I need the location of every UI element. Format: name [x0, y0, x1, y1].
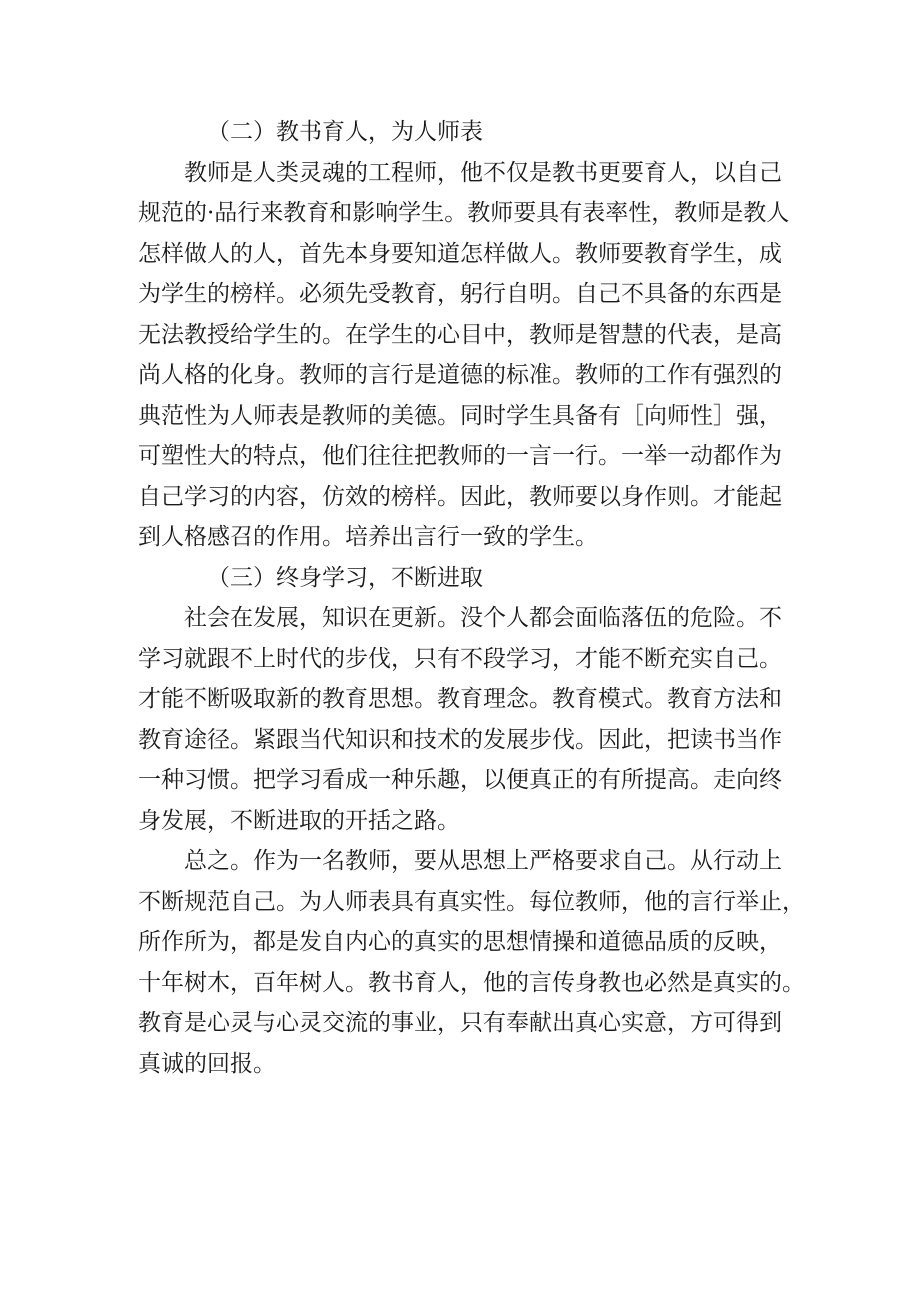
paragraph-line: 教师是人类灵魂的工程师，他不仅是教书更要育人，以自己: [184, 159, 782, 186]
paragraph-line: 总之。作为一名教师，要从思想上严格要求自己。从行动上: [184, 848, 782, 874]
paragraph-line: 十年树木，百年树人。教书育人，他的言传身教也必然是真实的。: [138, 969, 805, 996]
paragraph-line: 学习就跟不上时代的步伐，只有不段学习，才能不断充实自己。: [138, 645, 782, 672]
section-2-paragraph: [138, 153, 798, 558]
paragraph-line: 自己学习的内容，仿效的榜样。因此，教师要以身作则。才能起: [138, 483, 782, 510]
paragraph-line: 身发展，不断进取的开括之路。: [138, 807, 460, 834]
paragraph-line: 可塑性大的特点，他们往往把教师的一言一行。一举一动都作为: [138, 443, 782, 469]
paragraph-line: 无法教授给学生的。在学生的心目中，教师是智慧的代表，是高: [138, 321, 782, 348]
conclusion-paragraph: [138, 841, 805, 1084]
paragraph-line: 才能不断吸取新的教育思想。教育理念。教育模式。教育方法和: [138, 686, 782, 712]
paragraph-line: 社会在发展，知识在更新。没个人都会面临落伍的危险。不: [184, 605, 782, 631]
paragraph-line: 教育途径。紧跟当代知识和技术的发展步伐。因此，把读书当作: [138, 726, 782, 753]
paragraph-line: 所作所为，都是发自内心的真实的思想情操和道德品质的反映，: [138, 929, 782, 955]
paragraph-line: 教育是心灵与心灵交流的事业，只有奉献出真心实意，方可得到: [138, 1010, 782, 1036]
section-3-paragraph: [138, 598, 798, 841]
paragraph-line: 典范性为人师表是教师的美德。同时学生具备有［向师性］强，: [138, 402, 782, 429]
paragraph-line: 不断规范自己。为人师表具有真实性。每位教师，他的言行举止，: [138, 888, 805, 915]
paragraph-line: 尚人格的化身。教师的言行是道德的标准。教师的工作有强烈的: [138, 362, 782, 388]
paragraph-line: 为学生的榜样。必须先受教育，躬行自明。自己不具备的东西是: [138, 281, 782, 307]
section-heading-3: （三）终身学习，不断进取: [207, 564, 483, 591]
paragraph-line: 规范的·品行来教育和影响学生。教师要具有表率性，教师是教人: [138, 200, 790, 226]
paragraph-line: 一种习惯。把学习看成一种乐趣，以便真正的有所提高。走向终: [138, 767, 782, 793]
document-body: [138, 112, 805, 1084]
paragraph-line: 到人格感召的作用。培养出言行一致的学生。: [138, 524, 598, 550]
paragraph-line: 怎样做人的人，首先本身要知道怎样做人。教师要教育学生，成: [138, 240, 782, 267]
section-heading-2: （二）教书育人，为人师表: [207, 119, 483, 145]
paragraph-line: 真诚的回报。: [138, 1050, 276, 1077]
